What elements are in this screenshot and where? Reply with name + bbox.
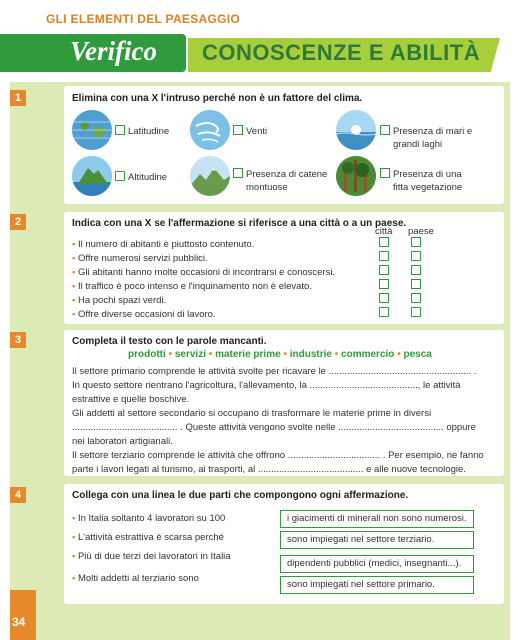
column-city: città — [375, 226, 393, 237]
right-answer-box[interactable]: i giacimenti di minerali non sono numerosi. — [280, 510, 474, 528]
option-label: Presenza di una — [393, 169, 462, 180]
word: materie prime — [215, 349, 281, 360]
sea-sun-icon — [336, 110, 376, 150]
checkbox[interactable] — [115, 171, 125, 181]
section-title: CONOSCENZE E ABILITÀ — [202, 40, 481, 65]
exercise-number: 1 — [10, 90, 26, 106]
fill-in-line: ........................................ . Queste attività vengono svolte nelle ........................................ oppure — [72, 422, 476, 433]
checkbox[interactable] — [115, 125, 125, 135]
option-label-line2: fitta vegetazione — [393, 182, 463, 193]
list-item: • Gli abitanti hanno molte occasioni di incontrarsi e conoscersi. — [72, 267, 336, 278]
option-label: Presenza di catene — [246, 169, 328, 180]
mountains-icon — [190, 156, 230, 196]
chapter-title: GLI ELEMENTI DEL PAESAGGIO — [46, 12, 241, 26]
city-checkbox[interactable] — [379, 307, 389, 317]
list-item: • Offre numerosi servizi pubblici. — [72, 253, 208, 264]
exercise-number: 3 — [10, 332, 26, 348]
statement-text: In Italia soltanto 4 lavoratori su 100 — [77, 513, 226, 524]
word: prodotti — [128, 349, 166, 360]
option-label: Altitudine — [128, 172, 168, 183]
town-checkbox[interactable] — [411, 265, 421, 275]
checkbox[interactable] — [380, 168, 390, 178]
statement-text: Offre diverse occasioni di lavoro. — [77, 309, 216, 320]
word: industrie — [289, 349, 332, 360]
forest-icon — [336, 156, 376, 196]
checkbox[interactable] — [380, 125, 390, 135]
option-label: Venti — [246, 126, 268, 137]
city-checkbox[interactable] — [379, 265, 389, 275]
option-label-line2: grandi laghi — [393, 139, 443, 150]
checkbox[interactable] — [233, 125, 243, 135]
fill-in-line: In questo settore rientrano l'agricoltura, l'allevamento, la ........................................., le attività — [72, 380, 461, 391]
statement-text: Gli abitanti hanno molte occasioni di incontrarsi e conoscersi. — [77, 267, 336, 278]
fill-in-line: parte i lavori legati al turismo, ai trasporti, al ........................................ e alle nuove tecnologie. — [72, 464, 466, 475]
fill-in-line: nei laboratori artigianali. — [72, 436, 173, 447]
fill-in-line: estrattive e quelle boschive. — [72, 394, 190, 405]
statement-text: Ha pochi spazi verdi. — [77, 295, 167, 306]
list-item: • Offre diverse occasioni di lavoro. — [72, 309, 216, 320]
town-checkbox[interactable] — [411, 251, 421, 261]
fill-in-line: Il settore primario comprende le attività svolte per ricavare le ...................................................... . — [72, 366, 477, 377]
column-town: paese — [408, 226, 434, 237]
word: commercio — [341, 349, 395, 360]
statement-text: Il traffico è poco intenso e l'inquinamento non è elevato. — [77, 281, 312, 292]
statement-text: L'attività estrattiva è scarsa perché — [77, 532, 224, 543]
exercise-number: 2 — [10, 214, 26, 230]
exercise-instruction: Indica con una X se l'affermazione si riferisce a una città o a un paese. — [72, 218, 407, 229]
town-checkbox[interactable] — [411, 237, 421, 247]
fill-in-line: Il settore terziario comprende le attività che offrono ................................... . Per esempio, ne fanno — [72, 450, 484, 461]
right-answer-box[interactable]: sono impiegati nel settore terziario. — [280, 531, 474, 549]
city-checkbox[interactable] — [379, 251, 389, 261]
statement-text: Molti addetti al terziario sono — [77, 573, 199, 584]
list-item: • Il traffico è poco intenso e l'inquinamento non è elevato. — [72, 281, 312, 292]
option-label-line2: montuose — [246, 182, 288, 193]
left-statement: • Più di due terzi dei lavoratori in Italia — [72, 551, 231, 562]
exercise-instruction: Elimina con una X l'intruso perché non è un fattore del clima. — [72, 93, 363, 104]
town-checkbox[interactable] — [411, 293, 421, 303]
right-answer-box[interactable]: sono impiegati nel settore primario. — [280, 576, 474, 594]
statement-text: Il numero di abitanti è piuttosto contenuto. — [77, 239, 255, 250]
checkbox[interactable] — [233, 168, 243, 178]
left-statement: • In Italia soltanto 4 lavoratori su 100 — [72, 513, 226, 524]
list-item: • Ha pochi spazi verdi. — [72, 295, 167, 306]
city-checkbox[interactable] — [379, 279, 389, 289]
word: pesca — [403, 349, 432, 360]
island-altitude-icon — [72, 156, 112, 196]
exercise-number: 4 — [10, 487, 26, 503]
statement-text: Più di due terzi dei lavoratori in Italia — [77, 551, 231, 562]
town-checkbox[interactable] — [411, 279, 421, 289]
word: servizi — [174, 349, 206, 360]
left-statement: • Molti addetti al terziario sono — [72, 573, 199, 584]
city-checkbox[interactable] — [379, 293, 389, 303]
list-item: • Il numero di abitanti è piuttosto contenuto. — [72, 239, 255, 250]
fill-in-line: Gli addetti al settore secondario si occupano di trasformare le materie prime in diversi — [72, 408, 432, 419]
page-number: 34 — [12, 615, 26, 629]
wind-icon — [190, 110, 230, 150]
right-answer-box[interactable]: dipendenti pubblici (medici, insegnanti...). — [280, 555, 474, 573]
word-bank: prodotti • servizi • materie prime • industrie • commercio • pesca — [128, 349, 432, 360]
exercise-instruction: Completa il testo con le parole mancanti. — [72, 336, 267, 347]
town-checkbox[interactable] — [411, 307, 421, 317]
globe-latitude-icon — [72, 110, 112, 150]
verifico-label: Verifico — [70, 36, 157, 66]
option-label: Presenza di mari e — [393, 126, 473, 137]
statement-text: Offre numerosi servizi pubblici. — [77, 253, 208, 264]
city-checkbox[interactable] — [379, 237, 389, 247]
left-statement: • L'attività estrattiva è scarsa perché — [72, 532, 224, 543]
exercise-instruction: Collega con una linea le due parti che compongono ogni affermazione. — [72, 490, 409, 501]
option-label: Latitudine — [128, 126, 170, 137]
